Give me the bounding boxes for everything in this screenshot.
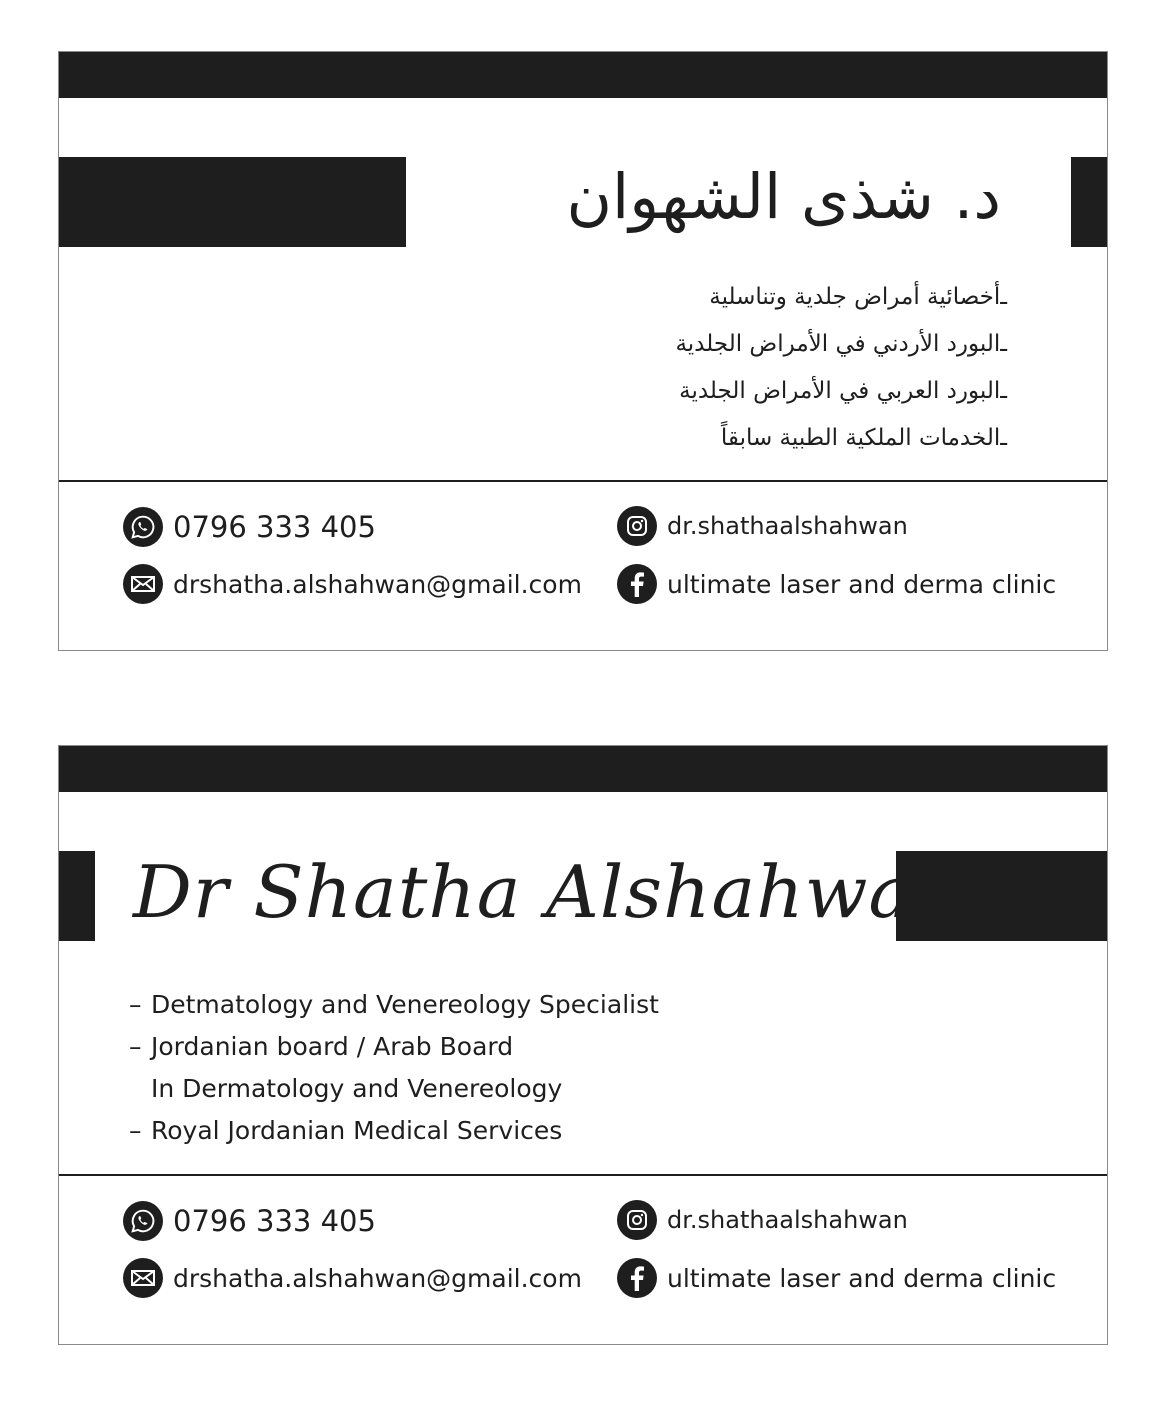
divider-line [59, 480, 1107, 482]
whatsapp-icon [123, 1201, 163, 1241]
credential-item: ـالبورد العربي في الأمراض الجلدية [679, 378, 1007, 404]
facebook-icon [617, 1258, 657, 1298]
credential-item: – Royal Jordanian Medical Services [129, 1116, 563, 1145]
credential-item: ـأخصائية أمراض جلدية وتناسلية [709, 284, 1007, 310]
facebook-icon [617, 564, 657, 604]
divider-line [59, 1174, 1107, 1176]
facebook-contact[interactable]: ultimate laser and derma clinic [617, 1258, 1056, 1298]
email-icon [123, 1258, 163, 1298]
instagram-contact[interactable]: dr.shathaalshahwan [617, 1200, 908, 1240]
whatsapp-icon [123, 507, 163, 547]
top-bar [59, 52, 1107, 98]
doctor-name-english: Dr Shatha Alshahwan [133, 850, 962, 934]
facebook-contact[interactable]: ultimate laser and derma clinic [617, 564, 1056, 604]
doctor-name-arabic: د. شذى الشهوان [566, 160, 1001, 233]
credentials-list-arabic [675, 280, 1007, 468]
email-contact[interactable]: drshatha.alshahwan@gmail.com [123, 564, 582, 604]
left-accent-block [59, 157, 406, 247]
credentials-list-english [129, 986, 659, 1154]
email-contact[interactable]: drshatha.alshahwan@gmail.com [123, 1258, 582, 1298]
right-accent-block [1071, 157, 1107, 247]
english-business-card [58, 745, 1108, 1345]
instagram-contact[interactable]: dr.shathaalshahwan [617, 506, 908, 546]
top-bar [59, 746, 1107, 792]
credential-item: In Dermatology and Venereology [151, 1074, 563, 1103]
credential-item: ـالخدمات الملكية الطبية سابقاً [720, 425, 1007, 451]
instagram-icon [617, 506, 657, 546]
left-accent-block [59, 851, 95, 941]
email-icon [123, 564, 163, 604]
credential-item: – Detmatology and Venereology Specialist [129, 990, 659, 1019]
phone-contact[interactable]: 0796 333 405 [123, 1201, 376, 1241]
credential-item: ـالبورد الأردني في الأمراض الجلدية [675, 331, 1007, 357]
arabic-business-card [58, 51, 1108, 651]
instagram-icon [617, 1200, 657, 1240]
credential-item: – Jordanian board / Arab Board [129, 1032, 514, 1061]
phone-contact[interactable]: 0796 333 405 [123, 507, 376, 547]
